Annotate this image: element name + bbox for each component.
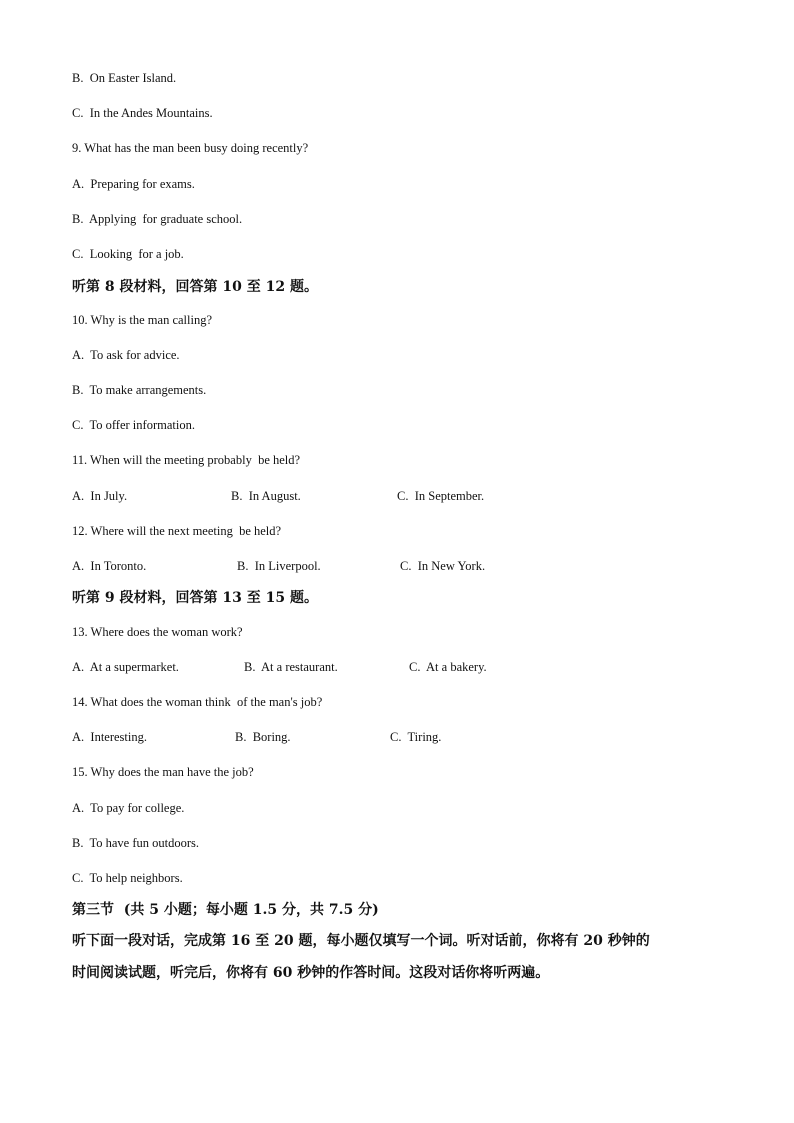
part-3-instruction-line-2: 时间阅读试题，听完后，你将有 60 秒钟的作答时间。这段对话你将听两遍。 — [72, 965, 550, 981]
q15-option-c: C. To help neighbors. — [72, 871, 183, 885]
q9-option-c: C. Looking for a job. — [72, 247, 184, 261]
q13-option-b: B. At a restaurant. — [244, 660, 338, 674]
q12-option-b: B. In Liverpool. — [237, 559, 321, 573]
question-13: 13. Where does the woman work? — [72, 625, 243, 639]
question-12: 12. Where will the next meeting be held? — [72, 524, 282, 538]
q8-option-b: B. On Easter Island. — [72, 71, 177, 85]
q12-option-a: A. In Toronto. — [72, 559, 147, 573]
q10-option-a: A. To ask for advice. — [72, 348, 180, 362]
q11-option-c: C. In September. — [397, 489, 485, 503]
q13-option-a: A. At a supermarket. — [72, 660, 179, 674]
question-14: 14. What does the woman think of the man's job? — [72, 695, 323, 709]
q9-option-a: A. Preparing for exams. — [72, 177, 195, 191]
q15-option-b: B. To have fun outdoors. — [72, 836, 200, 850]
q8-option-c: C. In the Andes Mountains. — [72, 106, 213, 120]
question-15: 15. Why does the man have the job? — [72, 765, 254, 779]
question-9: 9. What has the man been busy doing recently? — [72, 141, 309, 155]
q14-option-b: B. Boring. — [235, 730, 291, 744]
part-3-heading: 第三节 (共 5 小题；每小题 1.5 分，共 7.5 分) — [72, 902, 379, 918]
section-8-heading: 听第 8 段材料，回答第 10 至 12 题。 — [72, 279, 318, 295]
q11-option-b: B. In August. — [231, 489, 301, 503]
q12-option-c: C. In New York. — [400, 559, 486, 573]
part-3-instruction-line-1: 听下面一段对话，完成第 16 至 20 题，每小题仅填写一个词。听对话前，你将有 20 秒钟的 — [72, 933, 650, 949]
q13-option-c: C. At a bakery. — [409, 660, 487, 674]
q9-option-b: B. Applying for graduate school. — [72, 212, 243, 226]
question-10: 10. Why is the man calling? — [72, 313, 213, 327]
section-9-heading: 听第 9 段材料，回答第 13 至 15 题。 — [72, 590, 318, 606]
q15-option-a: A. To pay for college. — [72, 801, 185, 815]
q11-option-a: A. In July. — [72, 489, 128, 503]
question-11: 11. When will the meeting probably be held? — [72, 453, 301, 467]
q10-option-b: B. To make arrangements. — [72, 383, 207, 397]
q14-option-a: A. Interesting. — [72, 730, 147, 744]
q14-option-c: C. Tiring. — [390, 730, 442, 744]
q10-option-c: C. To offer information. — [72, 418, 195, 432]
